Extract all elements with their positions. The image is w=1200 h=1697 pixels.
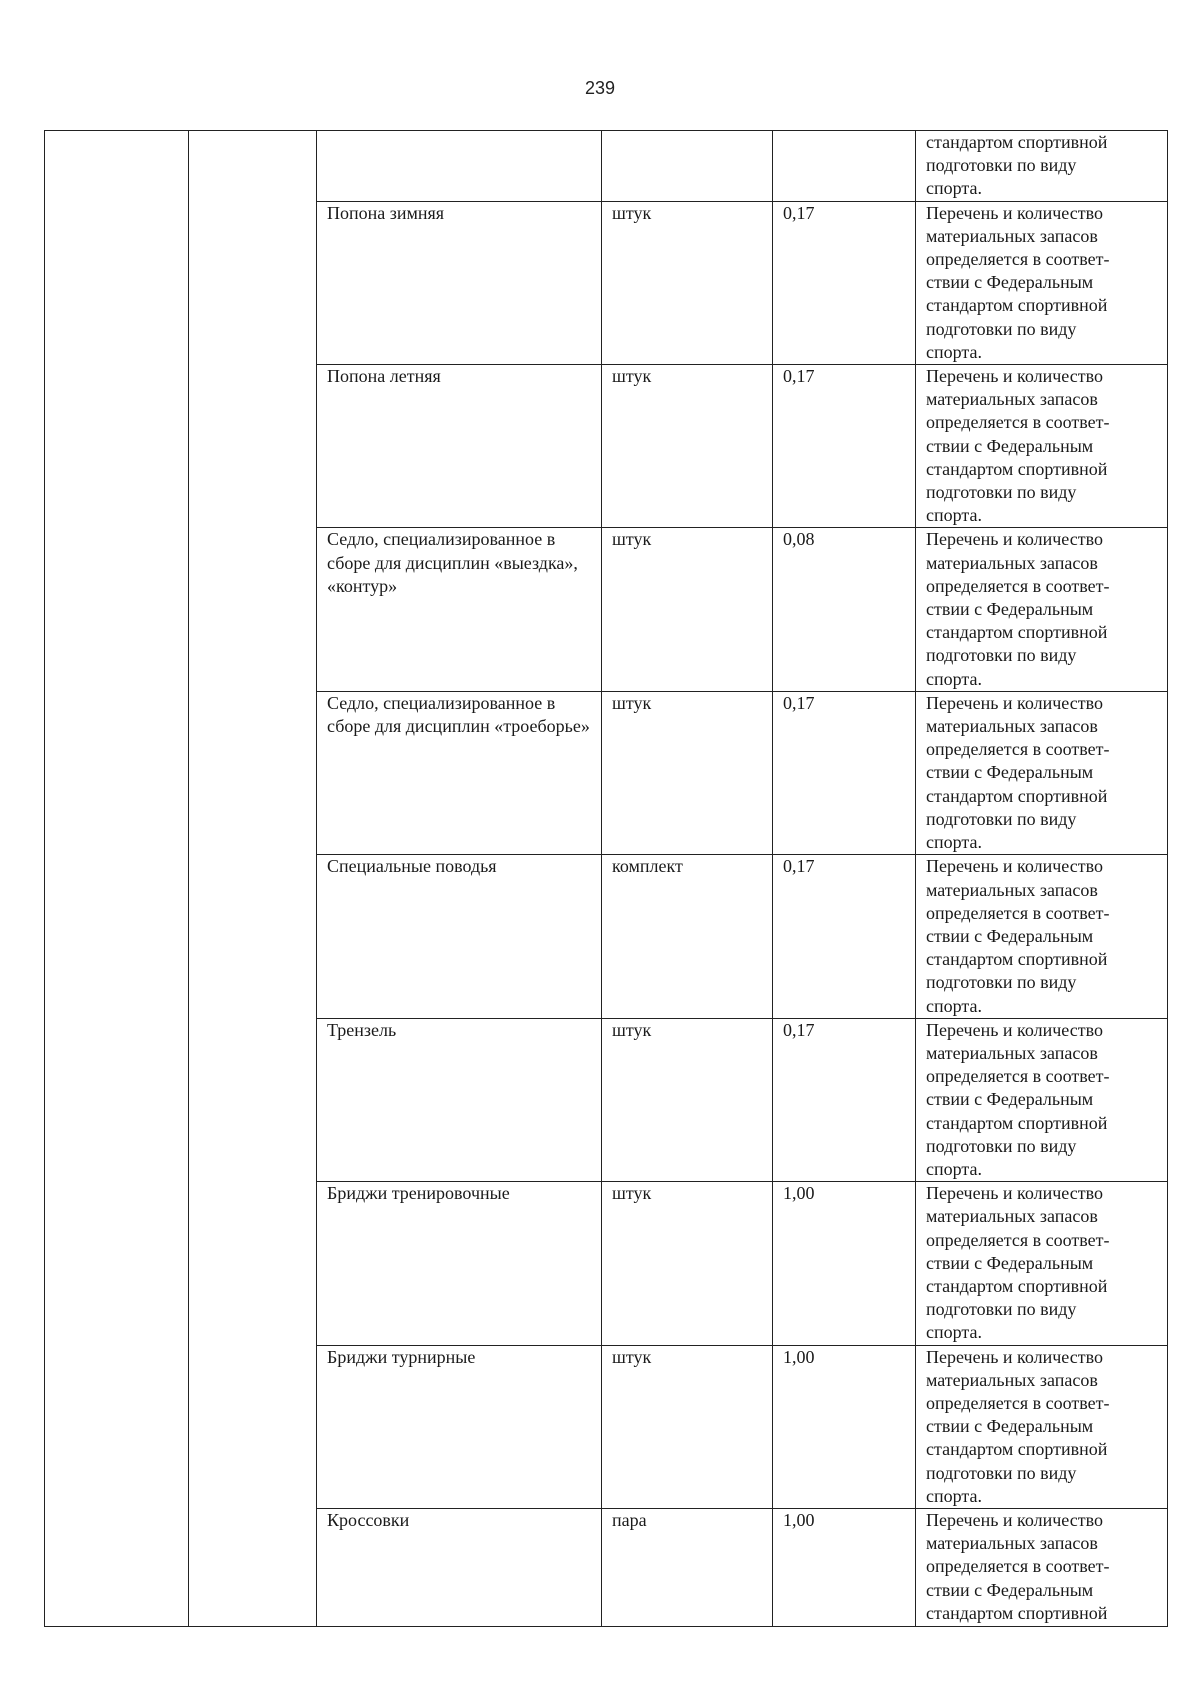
quantity-cell (773, 1345, 916, 1508)
note-line: материальных запасов (926, 1369, 1098, 1390)
note-line: спорта. (926, 1485, 982, 1506)
note-line: материальных запасов (926, 1206, 1098, 1227)
note-line: спорта. (926, 832, 982, 853)
note-line: стандартом спортивной (926, 785, 1108, 806)
quantity-cell (773, 131, 916, 202)
note-cell (916, 201, 1168, 364)
note-line: материальных запасов (926, 879, 1098, 900)
quantity-cell (773, 855, 916, 1018)
note-text (926, 1346, 1163, 1508)
unit-text: штук (612, 366, 652, 387)
note-cell (916, 1508, 1168, 1626)
note-line: стандартом спортивной (926, 1275, 1108, 1296)
note-line: Перечень и количество (926, 1346, 1103, 1367)
quantity-cell (773, 528, 916, 691)
table-row-continuation (45, 131, 1168, 202)
note-line: определяется в соответ- (926, 739, 1110, 760)
item-name-text: Бриджи тренировочные (327, 1183, 510, 1204)
item-name-cell (317, 1018, 602, 1181)
quantity-cell (773, 1182, 916, 1345)
note-line: ствии с Федеральным (926, 1416, 1094, 1437)
note-line: определяется в соответ- (926, 1066, 1110, 1087)
note-line: ствии с Федеральным (926, 599, 1094, 620)
note-cell (916, 131, 1168, 202)
unit-cell (602, 691, 773, 854)
quantity-text: 1,00 (783, 1346, 815, 1367)
note-line: определяется в соответ- (926, 1556, 1110, 1577)
note-line: подготовки по виду (926, 1299, 1077, 1320)
note-line: Перечень и количество (926, 1019, 1103, 1040)
unit-cell (602, 1018, 773, 1181)
item-name-cell (317, 1345, 602, 1508)
note-line: стандартом спортивной (926, 622, 1108, 643)
quantity-cell (773, 201, 916, 364)
item-name-cell (317, 131, 602, 202)
quantity-text: 0,17 (783, 1019, 815, 1040)
note-line: Перечень и количество (926, 529, 1103, 550)
note-line: материальных запасов (926, 389, 1098, 410)
note-line: определяется в соответ- (926, 249, 1110, 270)
note-line: Перечень и количество (926, 1183, 1103, 1204)
note-line: подготовки по виду (926, 155, 1077, 176)
note-line: ствии с Федеральным (926, 1252, 1094, 1273)
item-name-text: Попона летняя (327, 366, 441, 387)
unit-cell (602, 1182, 773, 1345)
note-line: материальных запасов (926, 1533, 1098, 1554)
quantity-cell (773, 1018, 916, 1181)
note-line: подготовки по виду (926, 645, 1077, 666)
note-line: стандартом спортивной (926, 1112, 1108, 1133)
item-name-cell (317, 855, 602, 1018)
note-line: спорта. (926, 1158, 982, 1179)
note-text (926, 855, 1163, 1017)
note-line: спорта. (926, 505, 982, 526)
unit-text: штук (612, 1183, 652, 1204)
note-text (926, 1509, 1163, 1626)
unit-text: комплект (612, 856, 683, 877)
note-line: определяется в соответ- (926, 902, 1110, 923)
note-cell (916, 855, 1168, 1018)
item-name-cell (317, 365, 602, 528)
item-name-cell (317, 1508, 602, 1626)
unit-text: штук (612, 692, 652, 713)
note-cell (916, 528, 1168, 691)
note-line: ствии с Федеральным (926, 1089, 1094, 1110)
note-text (926, 365, 1163, 527)
unit-text: штук (612, 202, 652, 223)
quantity-text: 0,17 (783, 692, 815, 713)
note-line: спорта. (926, 178, 982, 199)
merged-column-2 (189, 131, 317, 1627)
note-line: спорта. (926, 668, 982, 689)
note-line: стандартом спортивной (926, 295, 1108, 316)
note-cell (916, 691, 1168, 854)
note-line: стандартом спортивной (926, 1439, 1108, 1460)
note-text (926, 1019, 1163, 1181)
note-line: спорта. (926, 341, 982, 362)
note-text (926, 692, 1163, 854)
note-line: ствии с Федеральным (926, 272, 1094, 293)
quantity-text: 0,17 (783, 202, 815, 223)
note-line: материальных запасов (926, 552, 1098, 573)
note-line: подготовки по виду (926, 808, 1077, 829)
merged-column-1 (45, 131, 189, 1627)
note-line: Перечень и количество (926, 692, 1103, 713)
note-line: стандартом спортивной (926, 132, 1108, 152)
quantity-text: 1,00 (783, 1509, 815, 1530)
item-name-cell (317, 1182, 602, 1345)
table-body (45, 131, 1168, 1627)
item-name-text: Бриджи турнирные (327, 1346, 476, 1367)
note-line: подготовки по виду (926, 1135, 1077, 1156)
unit-cell (602, 528, 773, 691)
page-number: 239 (584, 78, 616, 98)
note-line: определяется в соответ- (926, 1392, 1110, 1413)
unit-text: штук (612, 1019, 652, 1040)
note-line: Перечень и количество (926, 202, 1103, 223)
note-line: спорта. (926, 1322, 982, 1343)
note-line: подготовки по виду (926, 318, 1077, 339)
note-line: спорта. (926, 995, 982, 1016)
note-text (926, 1182, 1163, 1344)
equipment-table (44, 130, 1168, 1627)
item-name-cell (317, 528, 602, 691)
note-line: Перечень и количество (926, 366, 1103, 387)
unit-cell (602, 1508, 773, 1626)
note-line: ствии с Федеральным (926, 925, 1094, 946)
item-name-cell (317, 691, 602, 854)
note-line: ствии с Федеральным (926, 435, 1094, 456)
note-line: стандартом спортивной (926, 458, 1108, 479)
note-line: Перечень и количество (926, 1509, 1103, 1530)
note-line: определяется в соответ- (926, 412, 1110, 433)
note-line: определяется в соответ- (926, 575, 1110, 596)
note-text (926, 202, 1163, 364)
item-name-text: Попона зимняя (327, 202, 445, 223)
item-name-text: Трензель (327, 1019, 397, 1040)
note-line: определяется в соответ- (926, 1229, 1110, 1250)
note-line: ствии с Федеральным (926, 762, 1094, 783)
item-name-text: Специальные поводья (327, 856, 497, 877)
item-name-text: Седло, специализированное в сборе для дисциплин «троеборье» (327, 692, 590, 737)
quantity-text: 0,17 (783, 366, 815, 387)
note-line: стандартом спортивной (926, 949, 1108, 970)
unit-text: штук (612, 529, 652, 550)
unit-text: пара (612, 1509, 647, 1530)
note-cell (916, 1182, 1168, 1345)
unit-cell (602, 1345, 773, 1508)
item-name-text: Седло, специализированное в сборе для дисциплин «выездка», «контур» (327, 529, 578, 596)
note-line: подготовки по виду (926, 1462, 1077, 1483)
unit-cell (602, 365, 773, 528)
quantity-text: 1,00 (783, 1183, 815, 1204)
note-cell (916, 1018, 1168, 1181)
note-cell (916, 1345, 1168, 1508)
unit-cell (602, 855, 773, 1018)
unit-cell (602, 201, 773, 364)
note-line: стандартом спортивной (926, 1602, 1108, 1623)
quantity-text: 0,08 (783, 529, 815, 550)
unit-text: штук (612, 1346, 652, 1367)
note-cell (916, 365, 1168, 528)
note-line: Перечень и количество (926, 856, 1103, 877)
note-line: материальных запасов (926, 225, 1098, 246)
note-text (926, 528, 1163, 690)
note-line: ствии с Федеральным (926, 1579, 1094, 1600)
quantity-text: 0,17 (783, 856, 815, 877)
quantity-cell (773, 1508, 916, 1626)
unit-cell (602, 131, 773, 202)
note-line: подготовки по виду (926, 972, 1077, 993)
note-line: материальных запасов (926, 716, 1098, 737)
note-line: материальных запасов (926, 1042, 1098, 1063)
quantity-cell (773, 691, 916, 854)
item-name-text: Кроссовки (327, 1509, 410, 1530)
note-line: подготовки по виду (926, 482, 1077, 503)
quantity-cell (773, 365, 916, 528)
item-name-cell (317, 201, 602, 364)
